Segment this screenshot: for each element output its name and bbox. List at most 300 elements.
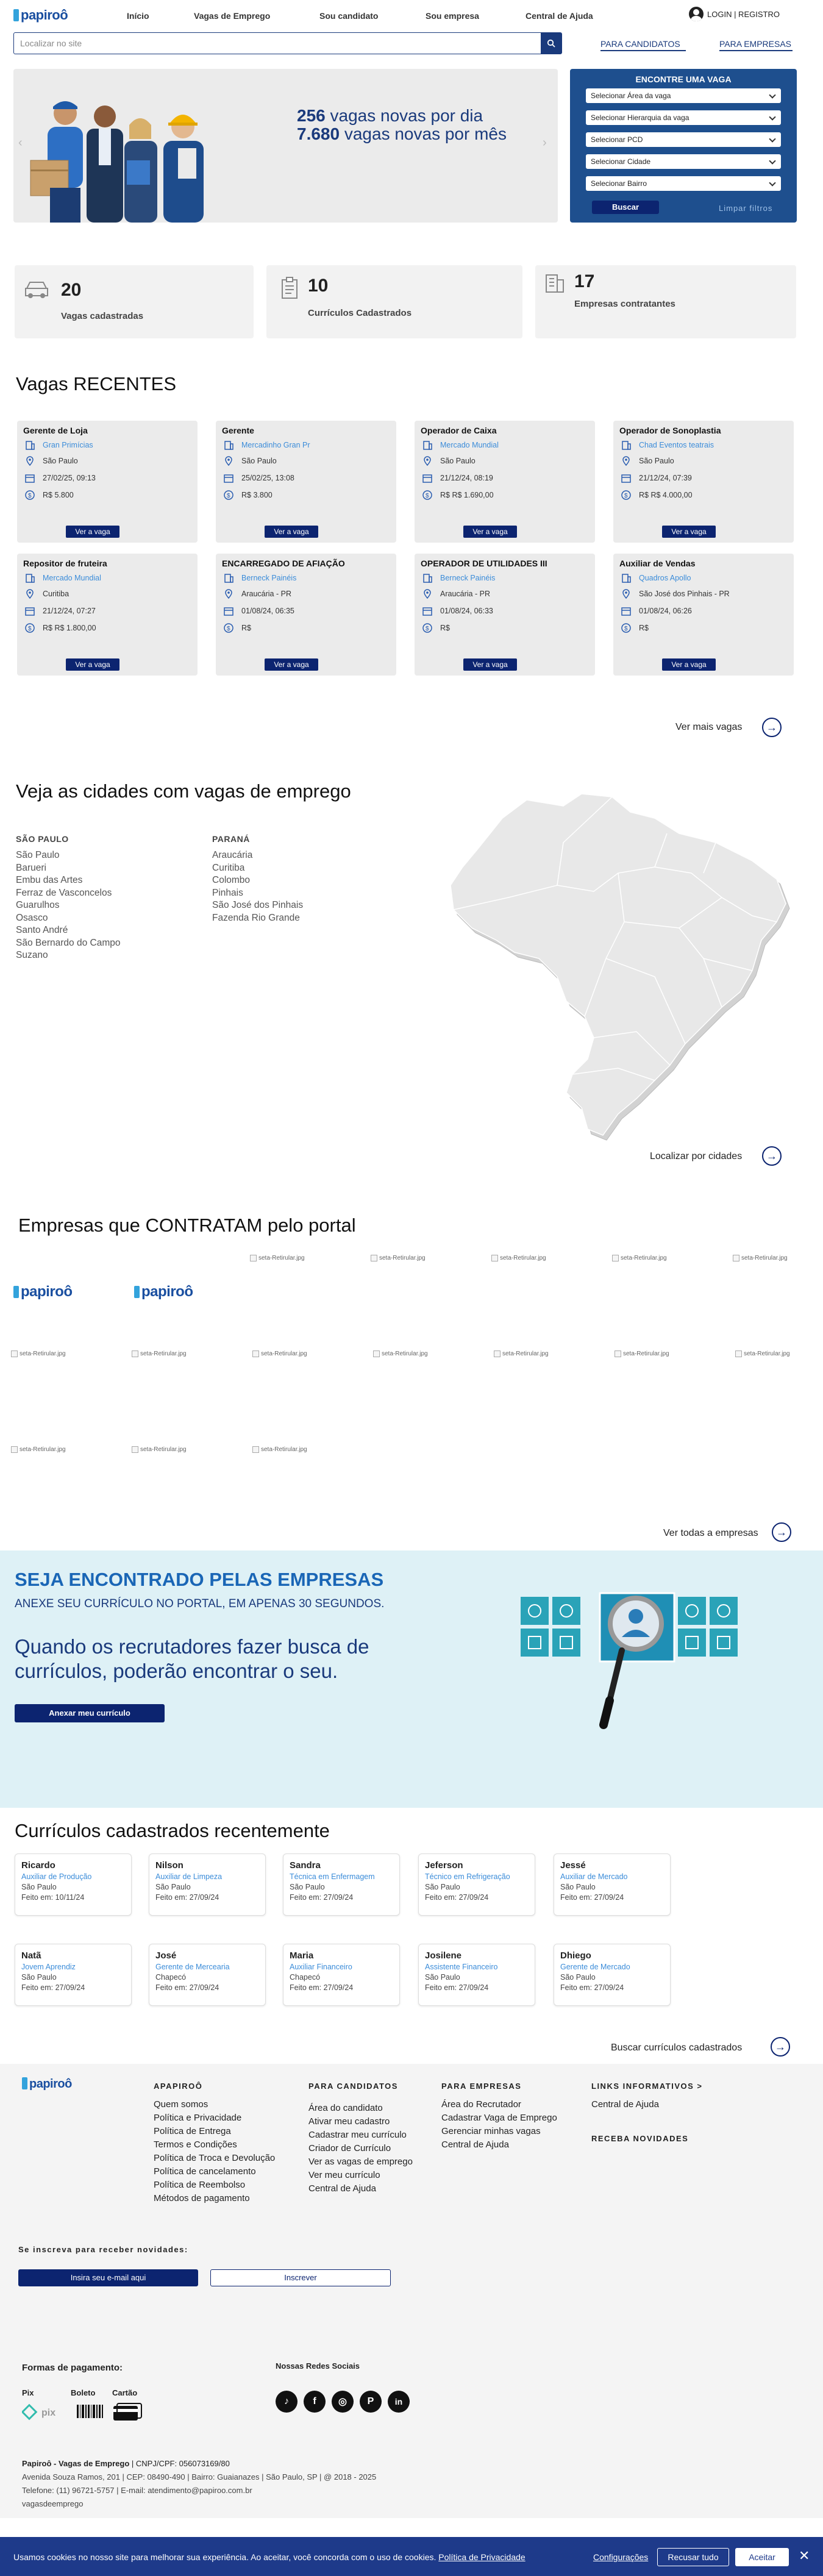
footer-col-title: PARA EMPRESAS <box>441 2082 522 2091</box>
cv-city: São Paulo <box>560 1883 596 1891</box>
footer-link[interactable]: Quem somos <box>154 2099 208 2110</box>
search-input[interactable] <box>14 33 542 54</box>
payment-title: Formas de pagamento: <box>22 2363 123 2373</box>
job-salary: $ R$ 5.800 <box>23 489 74 501</box>
job-title[interactable]: Repositor de fruteira <box>23 558 107 568</box>
pix-icon <box>22 2402 73 2423</box>
company-logo-broken-image[interactable]: seta-Retirular.jpg <box>371 1255 426 1261</box>
cookie-bar <box>0 2537 823 2576</box>
company-address: Avenida Souza Ramos, 201 | CEP: 08490-490 | Bairro: Guaianazes | São Paulo, SP | @ 2018 - 2025 <box>22 2472 377 2481</box>
nav-inicio[interactable]: Início <box>127 11 149 21</box>
nav-sou-empresa[interactable]: Sou empresa <box>426 11 479 21</box>
job-title[interactable]: Gerente de Loja <box>23 426 88 435</box>
footer-link[interactable]: Ver meu currículo <box>308 2170 380 2180</box>
cv-name: Dhiego <box>560 1950 591 1961</box>
card-icon <box>112 2402 143 2423</box>
ver-vaga-button[interactable]: Ver a vaga <box>463 658 517 671</box>
job-card[interactable] <box>216 554 396 676</box>
state-title: PARANÁ <box>212 834 250 844</box>
svg-text:$: $ <box>227 493 230 499</box>
company-info: Papiroô - Vagas de Emprego | CNPJ/CPF: 056073169/80 <box>22 2459 230 2468</box>
cv-role: Técnica em Enfermagem <box>290 1872 375 1881</box>
job-search-box <box>570 69 797 223</box>
cookie-reject-button[interactable]: Recusar tudo <box>657 2548 729 2566</box>
ver-vaga-button[interactable]: Ver a vaga <box>662 658 716 671</box>
cv-name: Natã <box>21 1950 41 1961</box>
city-link[interactable]: Pinhais <box>212 887 243 898</box>
job-date: 25/02/25, 13:08 <box>222 472 294 484</box>
location-icon <box>422 455 433 466</box>
building-icon <box>422 573 433 583</box>
close-icon[interactable]: ✕ <box>799 2548 810 2563</box>
cv-card[interactable] <box>283 1944 400 2006</box>
stat-value: 17 <box>574 271 595 291</box>
ver-vaga-button[interactable]: Ver a vaga <box>265 526 318 538</box>
job-city: São José dos Pinhais - PR <box>619 588 730 600</box>
company-logo-broken-image[interactable]: seta-Retirular.jpg <box>735 1350 790 1357</box>
job-date: 21/12/24, 07:39 <box>619 472 692 484</box>
search-illustration <box>518 1585 762 1780</box>
footer-link[interactable]: Cadastrar meu currículo <box>308 2130 407 2140</box>
logo[interactable]: papiroô <box>13 7 68 23</box>
cv-city: São Paulo <box>560 1973 596 1982</box>
ver-vaga-button[interactable]: Ver a vaga <box>66 658 119 671</box>
job-date: 01/08/24, 06:26 <box>619 605 692 617</box>
ver-vaga-button[interactable]: Ver a vaga <box>265 658 318 671</box>
company-logo-broken-image[interactable]: seta-Retirular.jpg <box>252 1446 307 1453</box>
cv-role: Auxiliar de Produção <box>21 1872 92 1881</box>
ver-mais-vagas-link[interactable]: Ver mais vagas <box>675 722 743 732</box>
cv-name: Jeferson <box>425 1860 463 1871</box>
job-title[interactable]: Gerente <box>222 426 254 435</box>
section-title-vagas: Vagas RECENTES <box>16 373 177 394</box>
cookie-message: Usamos cookies no nosso site para melhorar sua experiência. Ao aceitar, você concorda com o uso de cookies. Política de Privacidade <box>13 2552 526 2562</box>
job-search-title: ENCONTRE UMA VAGA <box>635 74 732 84</box>
cv-date: Feito em: 27/09/24 <box>21 1983 85 1992</box>
city-link[interactable]: Araucária <box>212 850 253 860</box>
building-icon <box>223 440 234 451</box>
footer-link[interactable]: Política de Reembolso <box>154 2180 246 2190</box>
chevron-down-icon <box>769 179 775 186</box>
facebook-icon[interactable]: f <box>304 2391 326 2413</box>
para-candidatos-link[interactable]: PARA CANDIDATOS <box>600 39 680 49</box>
cv-date: Feito em: 27/09/24 <box>155 1893 219 1902</box>
arrow-right-icon[interactable]: → <box>772 1522 791 1542</box>
para-empresas-link[interactable]: PARA EMPRESAS <box>719 39 792 49</box>
payment-pix-label: Pix <box>22 2388 34 2397</box>
footer-link[interactable]: Gerenciar minhas vagas <box>441 2126 541 2136</box>
team-photo <box>13 69 300 223</box>
calendar-icon <box>422 605 433 616</box>
svg-text:$: $ <box>28 493 32 499</box>
city-link[interactable]: Embu das Artes <box>16 875 83 885</box>
hero-text: 256 vagas novas por dia 7.680 vagas novas por mês <box>297 106 507 143</box>
job-city: São Paulo <box>23 455 78 467</box>
banner-title: SEJA ENCONTRADO PELAS EMPRESAS <box>15 1569 384 1590</box>
footer-col-title: PARA CANDIDATOS <box>308 2082 398 2091</box>
footer-link[interactable]: Métodos de pagamento <box>154 2193 250 2203</box>
cv-role: Jovem Aprendiz <box>21 1963 76 1971</box>
cv-role: Gerente de Mercado <box>560 1963 630 1971</box>
cv-city: Chapecó <box>290 1973 321 1982</box>
link-underline <box>719 50 793 51</box>
cv-name: José <box>155 1950 177 1961</box>
calendar-icon <box>24 473 35 483</box>
footer-col-links <box>154 2098 275 2205</box>
link-underline <box>600 50 686 51</box>
job-salary: $ R$ <box>619 622 649 634</box>
banner-subtitle: ANEXE SEU CURRÍCULO NO PORTAL, EM APENAS 30 SEGUNDOS. <box>15 1597 385 1610</box>
anexar-curriculo-button[interactable]: Anexar meu currículo <box>15 1704 165 1722</box>
company-logo-broken-image[interactable]: seta-Retirular.jpg <box>615 1350 669 1357</box>
job-title[interactable]: OPERADOR DE UTILIDADES III <box>421 558 547 568</box>
job-card[interactable] <box>17 554 198 676</box>
location-icon <box>621 588 632 599</box>
company-logo-broken-image[interactable]: seta-Retirular.jpg <box>491 1255 546 1261</box>
job-company: Mercado Mundial <box>421 439 499 451</box>
city-link[interactable]: Colombo <box>212 875 251 885</box>
building-icon <box>621 440 632 451</box>
ver-vaga-button[interactable]: Ver a vaga <box>662 526 716 538</box>
calendar-icon <box>24 605 35 616</box>
job-salary: $ R$ <box>421 622 450 634</box>
cv-card[interactable] <box>149 1854 266 1916</box>
company-logo-broken-image[interactable]: seta-Retirular.jpg <box>132 1446 187 1453</box>
cv-card[interactable] <box>418 1944 535 2006</box>
job-company: Gran Primícias <box>23 439 93 451</box>
building-icon <box>621 573 632 583</box>
select-bairro[interactable]: Selecionar Bairro <box>586 176 781 191</box>
city-link[interactable]: Suzano <box>16 950 48 960</box>
stat-label: Empresas contratantes <box>574 299 675 309</box>
job-title[interactable]: Operador de Caixa <box>421 426 497 435</box>
footer-link[interactable]: Central de Ajuda <box>591 2099 659 2110</box>
footer-news-title: RECEBA NOVIDADES <box>591 2134 689 2143</box>
footer-link[interactable]: Política de Entrega <box>154 2126 231 2136</box>
job-city: Araucária - PR <box>421 588 490 600</box>
cv-card[interactable] <box>15 1944 132 2006</box>
footer-link[interactable]: Cadastrar Vaga de Emprego <box>441 2113 557 2123</box>
money-icon <box>24 623 35 633</box>
cookie-config-link[interactable]: Configurações <box>593 2552 649 2562</box>
job-company: Berneck Painéis <box>421 572 495 584</box>
building-icon <box>422 440 433 451</box>
svg-text:$: $ <box>426 493 429 499</box>
location-icon <box>24 588 35 599</box>
carousel-prev-icon[interactable]: ‹ <box>18 136 23 149</box>
money-icon <box>24 490 35 501</box>
money-icon <box>621 623 632 633</box>
ver-empresas-link[interactable]: Ver todas a empresas <box>663 1528 758 1538</box>
cv-city: São Paulo <box>21 1973 57 1982</box>
job-salary: $ R$ R$ 1.690,00 <box>421 489 494 501</box>
city-link[interactable]: Santo André <box>16 925 68 935</box>
section-title-cidades: Veja as cidades com vagas de emprego <box>16 780 351 802</box>
svg-text:$: $ <box>28 626 32 632</box>
cv-role: Assistente Financeiro <box>425 1963 498 1971</box>
cv-date: Feito em: 27/09/24 <box>560 1983 624 1992</box>
job-title[interactable]: Operador de Sonoplastia <box>619 426 721 435</box>
job-company: Chad Eventos teatrais <box>619 439 714 451</box>
footer-link[interactable]: Central de Ajuda <box>441 2139 509 2150</box>
select-cidade[interactable]: Selecionar Cidade <box>586 154 781 169</box>
cv-date: Feito em: 27/09/24 <box>425 1893 489 1902</box>
svg-text:$: $ <box>624 493 628 499</box>
company-logo-broken-image[interactable]: seta-Retirular.jpg <box>252 1350 307 1357</box>
cv-card[interactable] <box>554 1854 671 1916</box>
company-contact: Telefone: (11) 96721-5757 | E-mail: atendimento@papiroo.com.br <box>22 2486 252 2495</box>
job-title[interactable]: Auxiliar de Vendas <box>619 558 696 568</box>
company-logo[interactable]: papiroô <box>134 1283 193 1300</box>
cookie-accept-button[interactable]: Aceitar <box>735 2548 789 2566</box>
stat-curriculos <box>266 265 522 338</box>
calendar-icon <box>422 473 433 483</box>
stat-value: 20 <box>61 280 82 300</box>
buscar-curriculos-link[interactable]: Buscar currículos cadastrados <box>611 2043 743 2053</box>
job-salary: $ R$ R$ 4.000,00 <box>619 489 693 501</box>
chevron-down-icon <box>769 91 775 98</box>
inscrever-button[interactable]: Inscrever <box>210 2269 391 2286</box>
building-icon <box>544 271 566 293</box>
cv-card[interactable] <box>418 1854 535 1916</box>
cv-card[interactable] <box>149 1944 266 2006</box>
nav-sou-candidato[interactable]: Sou candidato <box>319 11 379 21</box>
cv-role: Auxiliar Financeiro <box>290 1963 352 1971</box>
job-title[interactable]: ENCARREGADO DE AFIAÇÃO <box>222 558 345 568</box>
footer-link[interactable]: Termos e Condições <box>154 2139 237 2150</box>
company-logo[interactable]: papiroô <box>13 1283 73 1300</box>
company-logo-broken-image[interactable]: seta-Retirular.jpg <box>11 1446 66 1453</box>
svg-text:$: $ <box>624 626 628 632</box>
privacy-link[interactable]: Política de Privacidade <box>438 2552 526 2562</box>
cv-date: Feito em: 27/09/24 <box>425 1983 489 1992</box>
company-site: vagasdeemprego <box>22 2499 84 2508</box>
payment-boleto-label: Boleto <box>71 2388 96 2397</box>
city-link[interactable]: Barueri <box>16 862 46 873</box>
svg-text:pix: pix <box>41 2408 56 2418</box>
city-list-sp <box>16 849 120 962</box>
svg-text:$: $ <box>426 626 429 632</box>
city-link[interactable]: Guarulhos <box>16 900 60 910</box>
stat-empresas <box>535 265 796 338</box>
footer-link[interactable]: Ativar meu cadastro <box>308 2116 390 2127</box>
search-icon <box>547 39 555 48</box>
chevron-down-icon <box>769 157 775 164</box>
linkedin-icon[interactable]: in <box>388 2391 410 2413</box>
footer-col-title[interactable]: LINKS INFORMATIVOS > <box>591 2082 703 2091</box>
location-icon <box>621 455 632 466</box>
footer <box>0 2064 823 2518</box>
ver-vaga-button[interactable]: Ver a vaga <box>66 526 119 538</box>
ver-vaga-button[interactable]: Ver a vaga <box>463 526 517 538</box>
job-card[interactable] <box>17 421 198 543</box>
select-area[interactable]: Selecionar Área da vaga <box>586 88 781 103</box>
job-card[interactable] <box>613 554 794 676</box>
login-link[interactable]: LOGIN | REGISTRO <box>689 6 780 22</box>
footer-link[interactable]: Política de Troca e Devolução <box>154 2153 276 2163</box>
money-icon <box>422 623 433 633</box>
job-date: 21/12/24, 08:19 <box>421 472 493 484</box>
cv-city: São Paulo <box>290 1883 325 1891</box>
city-link[interactable]: Ferraz de Vasconcelos <box>16 887 112 898</box>
document-icon <box>280 276 299 299</box>
city-list-pr <box>212 849 303 924</box>
arrow-right-icon[interactable]: → <box>771 2037 790 2057</box>
select-hierarquia[interactable]: Selecionar Hierarquia da vaga <box>586 110 781 125</box>
city-link[interactable]: São Paulo <box>16 850 60 860</box>
subscribe-title: Se inscreva para receber novidades: <box>18 2245 188 2254</box>
building-icon <box>24 573 35 583</box>
building-icon <box>24 440 35 451</box>
location-icon <box>223 588 234 599</box>
job-city: São Paulo <box>222 455 277 467</box>
job-date: 21/12/24, 07:27 <box>23 605 96 617</box>
stat-vagas <box>15 265 254 338</box>
city-link[interactable]: Fazenda Rio Grande <box>212 912 300 923</box>
footer-link[interactable]: Área do candidato <box>308 2103 383 2113</box>
arrow-right-icon[interactable]: → <box>762 1146 782 1166</box>
money-icon <box>422 490 433 501</box>
cv-card[interactable] <box>15 1854 132 1916</box>
calendar-icon <box>223 605 234 616</box>
cv-city: São Paulo <box>425 1883 460 1891</box>
cv-date: Feito em: 10/11/24 <box>21 1893 85 1902</box>
section-title-curriculos: Currículos cadastrados recentemente <box>15 1820 330 1841</box>
cv-city: São Paulo <box>155 1883 191 1891</box>
location-icon <box>422 588 433 599</box>
cv-city: São Paulo <box>21 1883 57 1891</box>
job-city: Curitiba <box>23 588 69 600</box>
boleto-icon <box>76 2402 106 2423</box>
pinterest-icon[interactable]: P <box>360 2391 382 2413</box>
company-logo-broken-image[interactable]: seta-Retirular.jpg <box>250 1255 305 1261</box>
cv-name: Josilene <box>425 1950 462 1961</box>
company-logo-broken-image[interactable]: seta-Retirular.jpg <box>494 1350 549 1357</box>
cv-name: Jessé <box>560 1860 586 1871</box>
city-link[interactable]: Osasco <box>16 912 48 923</box>
footer-col-links <box>441 2098 557 2152</box>
cv-card[interactable] <box>283 1854 400 1916</box>
job-salary: $ R$ R$ 1.800,00 <box>23 622 96 634</box>
job-card[interactable] <box>415 421 595 543</box>
stat-value: 10 <box>308 276 329 296</box>
company-logo-broken-image[interactable]: seta-Retirular.jpg <box>132 1350 187 1357</box>
job-date: 01/08/24, 06:35 <box>222 605 294 617</box>
arrow-right-icon[interactable]: → <box>762 718 782 737</box>
company-logo-broken-image[interactable]: seta-Retirular.jpg <box>373 1350 428 1357</box>
calendar-icon <box>621 605 632 616</box>
company-logo-broken-image[interactable]: seta-Retirular.jpg <box>11 1350 66 1357</box>
location-icon <box>223 455 234 466</box>
footer-link[interactable]: Criador de Currículo <box>308 2143 391 2153</box>
cv-date: Feito em: 27/09/24 <box>290 1983 354 1992</box>
footer-logo[interactable]: papiroô <box>22 2077 72 2091</box>
cv-date: Feito em: 27/09/24 <box>560 1893 624 1902</box>
job-city: Araucária - PR <box>222 588 291 600</box>
localizar-cidades-link[interactable]: Localizar por cidades <box>650 1151 743 1161</box>
cv-name: Sandra <box>290 1860 321 1871</box>
site-search <box>13 32 562 54</box>
footer-col-links <box>308 2102 413 2196</box>
cv-role: Técnico em Refrigeração <box>425 1872 510 1881</box>
job-city: São Paulo <box>619 455 674 467</box>
nav-vagas[interactable]: Vagas de Emprego <box>194 11 271 21</box>
limpar-filtros-link[interactable]: Limpar filtros <box>719 204 773 213</box>
email-input[interactable]: Insira seu e-mail aqui <box>18 2269 198 2286</box>
money-icon <box>621 490 632 501</box>
banner-text: Quando os recrutadores fazer busca de currículos, poderão encontrar o seu. <box>15 1635 369 1682</box>
tiktok-icon[interactable]: ♪ <box>276 2391 297 2413</box>
footer-link[interactable]: Política e Privacidade <box>154 2113 242 2123</box>
job-card[interactable] <box>415 554 595 676</box>
footer-link[interactable]: Ver as vagas de emprego <box>308 2157 413 2167</box>
hero-banner <box>13 69 558 223</box>
user-icon <box>689 7 704 21</box>
city-link[interactable]: São Bernardo do Campo <box>16 937 121 948</box>
company-logo-broken-image[interactable]: seta-Retirular.jpg <box>733 1255 788 1261</box>
location-icon <box>24 455 35 466</box>
section-title-empresas: Empresas que CONTRATAM pelo portal <box>18 1215 356 1236</box>
select-pcd[interactable]: Selecionar PCD <box>586 132 781 147</box>
state-title: SÃO PAULO <box>16 834 69 844</box>
brazil-map[interactable] <box>439 780 805 1146</box>
building-icon <box>223 573 234 583</box>
job-card[interactable] <box>216 421 396 543</box>
chevron-down-icon <box>769 113 775 120</box>
job-company: Mercado Mundial <box>23 572 101 584</box>
cv-role: Auxiliar de Limpeza <box>155 1872 223 1881</box>
svg-text:$: $ <box>227 626 230 632</box>
cv-name: Ricardo <box>21 1860 55 1871</box>
calendar-icon <box>223 473 234 483</box>
cv-city: Chapecó <box>155 1973 187 1982</box>
job-company: Mercadinho Gran Pr <box>222 439 310 451</box>
search-button[interactable] <box>541 33 561 54</box>
job-city: São Paulo <box>421 455 476 467</box>
cv-card[interactable] <box>554 1944 671 2006</box>
job-company: Quadros Apollo <box>619 572 691 584</box>
nav-central-ajuda[interactable]: Central de Ajuda <box>526 11 593 21</box>
city-link[interactable]: Curitiba <box>212 862 245 873</box>
city-link[interactable]: São José dos Pinhais <box>212 900 304 910</box>
cv-name: Maria <box>290 1950 314 1961</box>
footer-link[interactable]: Central de Ajuda <box>308 2183 376 2194</box>
chevron-down-icon <box>769 135 775 142</box>
stat-label: Currículos Cadastrados <box>308 308 412 318</box>
cv-role: Gerente de Mercearia <box>155 1963 230 1971</box>
carousel-next-icon[interactable]: › <box>543 136 547 149</box>
job-date: 27/02/25, 09:13 <box>23 472 96 484</box>
cv-date: Feito em: 27/09/24 <box>155 1983 219 1992</box>
money-icon <box>223 623 234 633</box>
stat-label: Vagas cadastradas <box>61 311 144 321</box>
cv-role: Auxiliar de Mercado <box>560 1872 628 1881</box>
company-logo-broken-image[interactable]: seta-Retirular.jpg <box>612 1255 667 1261</box>
cv-city: São Paulo <box>425 1973 460 1982</box>
social-title: Nossas Redes Sociais <box>276 2361 360 2371</box>
cv-name: Nilson <box>155 1860 183 1871</box>
job-card[interactable] <box>613 421 794 543</box>
footer-link[interactable]: Política de cancelamento <box>154 2166 256 2177</box>
footer-link[interactable]: Área do Recrutador <box>441 2099 521 2110</box>
job-date: 01/08/24, 06:33 <box>421 605 493 617</box>
instagram-icon[interactable]: ◎ <box>332 2391 354 2413</box>
job-company: Berneck Painéis <box>222 572 296 584</box>
buscar-button[interactable]: Buscar <box>592 201 659 214</box>
footer-col-links <box>591 2098 659 2111</box>
job-salary: $ R$ <box>222 622 251 634</box>
cv-banner <box>0 1550 823 1808</box>
